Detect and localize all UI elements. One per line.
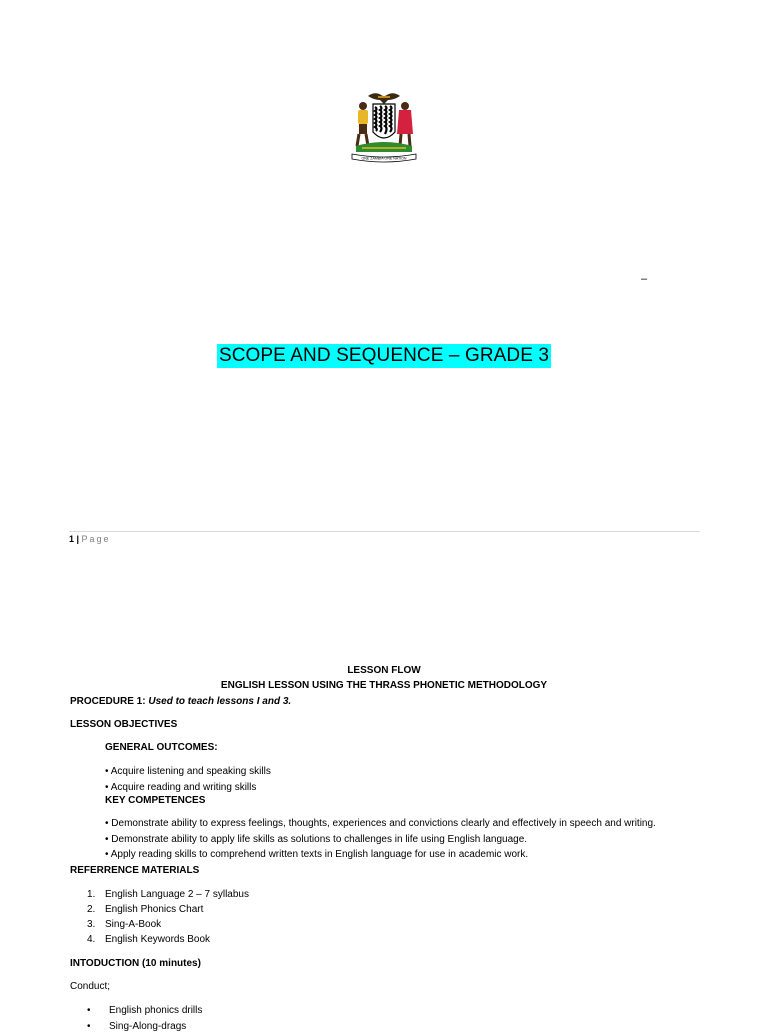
key-competences-heading: KEY COMPETENCES [105,793,205,808]
conduct-item: • Sing-Along-drags [87,1019,202,1034]
conduct-list [87,1003,202,1034]
reference-item: 2. English Phonics Chart [87,902,249,917]
svg-text:ONE ZAMBIA ONE NATION: ONE ZAMBIA ONE NATION [361,157,406,161]
page-footer [69,534,111,544]
reference-heading: REFERRENCE MATERIALS [70,863,199,878]
reference-item: 1. English Language 2 – 7 syllabus [87,887,249,902]
conduct-label: Conduct; [70,979,110,994]
reference-item: 3. Sing-A-Book [87,917,249,932]
reference-list [87,887,249,947]
cover-title-wrap [0,344,768,368]
competence-item: • Apply reading skills to comprehend written texts in English language for use in academic work. [105,847,656,863]
document-title: SCOPE AND SEQUENCE – GRADE 3 [217,344,551,368]
footer-rule [69,531,700,532]
footer-separator: | [74,534,82,544]
introduction-heading: INTODUCTION (10 minutes) [70,956,201,971]
objectives-heading: LESSON OBJECTIVES [70,717,177,732]
procedure-label: PROCEDURE 1: [70,696,148,707]
reference-item: 4. English Keywords Book [87,932,249,947]
lesson-flow-heading: LESSON FLOW [0,663,768,678]
outcomes-list [105,764,271,795]
page-number: 1 [69,534,74,544]
procedure-text: Used to teach lessons I and 3. [148,696,291,707]
stray-dash: – [641,273,647,285]
general-outcomes-heading: GENERAL OUTCOMES: [105,740,218,755]
outcome-item: • Acquire reading and writing skills [105,780,271,796]
outcome-item: • Acquire listening and speaking skills [105,764,271,780]
coat-of-arms-emblem [348,88,420,164]
competences-list [105,816,656,863]
conduct-item: • English phonics drills [87,1003,202,1019]
competence-item: • Demonstrate ability to express feelings, thoughts, experiences and convictions clearly and effectively in speech and writing. [105,816,656,832]
competence-item: • Demonstrate ability to apply life skills as solutions to challenges in life using English language. [105,832,656,848]
page-label: Page [82,534,111,544]
lesson-subheading: ENGLISH LESSON USING THE THRASS PHONETIC METHODOLOGY [0,678,768,693]
procedure-line [70,694,291,709]
